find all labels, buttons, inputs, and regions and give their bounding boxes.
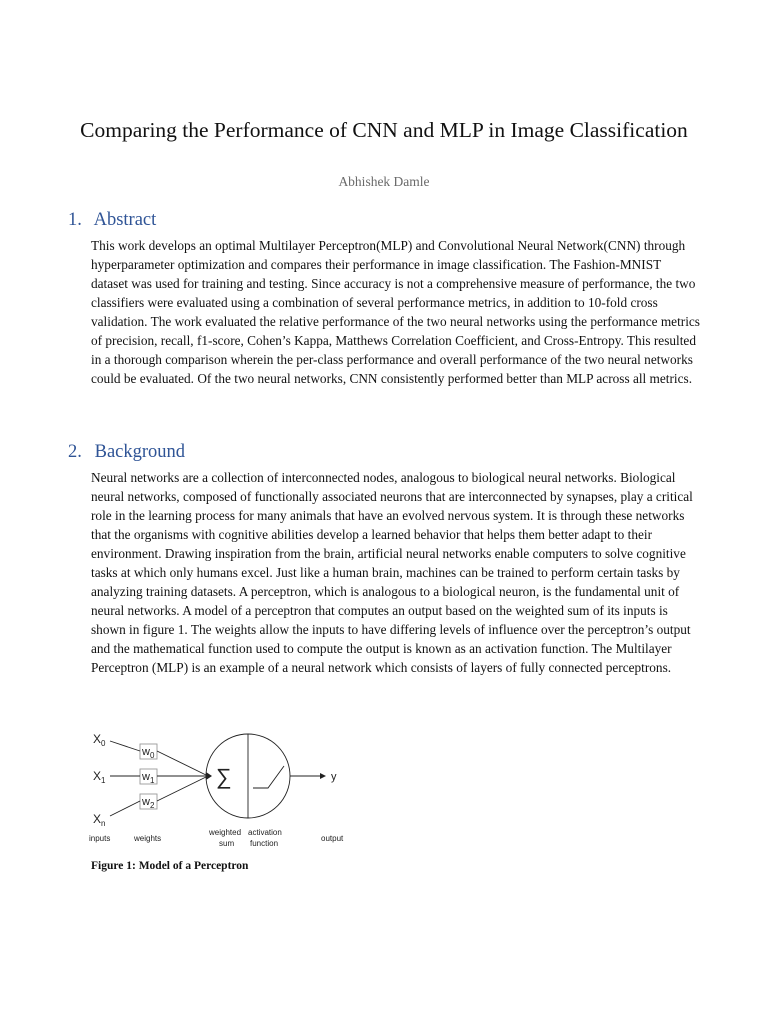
paper-title: Comparing the Performance of CNN and MLP in Image Classification: [80, 118, 688, 142]
input-label-2: $X_n$: [93, 812, 106, 828]
weight-label-0: $w_0$: [142, 746, 155, 760]
inputs-caption: inputs: [89, 834, 111, 843]
output-label: y: [331, 771, 337, 783]
weighted-sum-caption-2: sum: [219, 839, 235, 848]
abstract-paragraph: This work develops an optimal Multilayer Perceptron(MLP) and Convolutional Neural Network(CNN) through hyperparameter optimization and compares their performance in image classification. The Fashion-MNIST dataset was used for training and testing. Since accuracy is not a comprehensive measure of performance, the two classifiers were evaluated using a combination of several performance metrics, in addition to 10-fold cross validation. The work evaluated the relative performance of the two neural networks using the performance metrics of precision, recall, f1-score, Cohen’s Kappa, Matthews Correlation Coefficient, and Cross-Entropy. This resulted in a thorough comparison wherein the per-class performance and overall performance of the two neural networks could be evaluated. Of the two neural networks, CNN consistently performed better than MLP across all metrics.: [91, 238, 700, 386]
abstract-section: [68, 208, 700, 388]
weight-label-2: $w_2$: [142, 796, 155, 810]
weighted-line-0: [157, 751, 206, 775]
input-label-0: $X_0$: [93, 732, 106, 748]
section-title: Abstract: [93, 210, 157, 230]
weights-caption: weights: [134, 834, 162, 843]
abstract-heading: [68, 208, 700, 232]
activation-caption-1: activation: [248, 828, 282, 837]
perceptron-diagram: [88, 726, 358, 856]
background-paragraph: Neural networks are a collection of interconnected nodes, analogous to biological neural networks. Biological neural networks, composed of functionally associated neurons that are interconnected by synapses, play a critical role in the learning process for many animals that have an evolved nervous system. It is through these networks that the organisms with cognitive abilities develop a learned behavior that helps them better adapt to their environment. Drawing inspiration from the brain, artificial neural networks enable computers to solve cognitive tasks at which only humans excel. Just like a human brain, machines can be trained to perform certain tasks by analyzing training datasets. A perceptron, which is analogous to a biological neuron, is the fundamental unit of neural networks. A model of a perceptron that computes an output based on the weighted sum of its inputs is shown in figure 1. The weights allow the inputs to have differing levels of influence over the perceptron’s output and the mathematical function used to compute the output is known as an activation function. The Multilayer Perceptron (MLP) is an example of a neural network which consists of layers of fully connected perceptrons.: [91, 470, 693, 675]
weighted-line-2: [157, 777, 206, 801]
paper-author: Abhishek Damle: [338, 174, 430, 189]
section-number: 2.: [68, 442, 82, 462]
weighted-sum-caption-1: weighted: [209, 828, 242, 837]
input-line-0: [110, 741, 140, 751]
section-number: 1.: [68, 210, 82, 230]
activation-curve: [253, 766, 284, 788]
input-line-2: [110, 801, 140, 816]
input-label-1: $X_1$: [93, 769, 106, 785]
perceptron-figure: [88, 726, 358, 856]
section-title: Background: [94, 442, 186, 462]
weight-label-1: $w_1$: [142, 771, 155, 785]
figure-caption: Figure 1: Model of a Perceptron: [91, 860, 249, 872]
input-arrow: [206, 772, 212, 780]
activation-caption-2: function: [250, 839, 279, 848]
background-section: [68, 440, 700, 677]
background-heading: [68, 440, 700, 464]
output-arrow: [320, 773, 326, 779]
output-caption: output: [321, 834, 344, 843]
sum-symbol: ∑: [216, 764, 232, 789]
